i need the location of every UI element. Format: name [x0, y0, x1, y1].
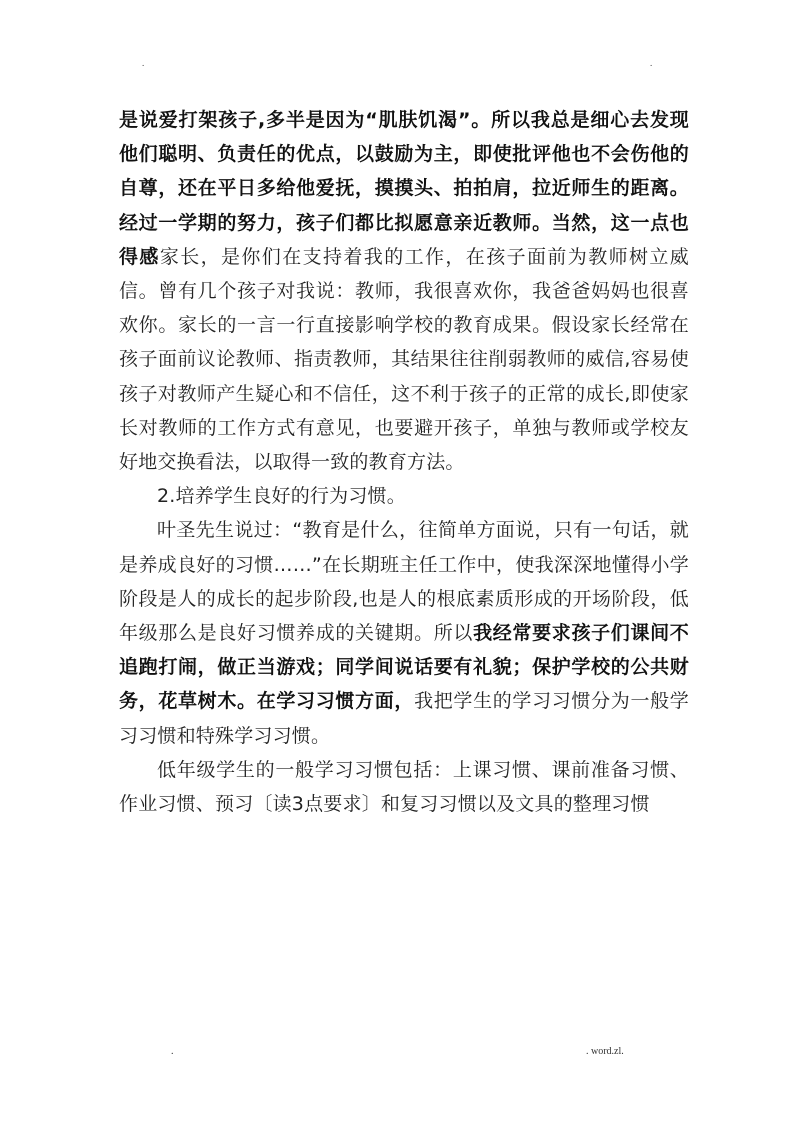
- paragraph-1: [119, 103, 689, 479]
- paragraph-3-bold-text: 我经常要求孩子们课间不追跑打闹，做正当游戏；同学间说话要有礼貌；保护学校的公共财务，花草树木。在学习习惯方面，: [119, 622, 690, 713]
- paragraph-3-tail-text: 我把学生的学习习惯分为一般学习习惯和特殊学习习惯。: [119, 690, 689, 747]
- document-body: [119, 103, 689, 821]
- header-right-mark: .: [650, 58, 653, 68]
- paragraph-4: 低年级学生的一般学习习惯包括：上课习惯、课前准备习惯、作业习惯、预习〔读3点要求〕和复习习惯以及文具的整理习惯: [119, 758, 689, 816]
- paragraph-1-text: 家长，是你们在支持着我的工作，在孩子面前为教师树立威信。曾有几个孩子对我说：教师，我很喜欢你，我爸爸妈妈也很喜欢你。家长的一言一行直接影响学校的教育成果。假设家长经常在孩子面前议论教师、指责教师，其结果往往削弱教师的威信,容易使孩子对教师产生疑心和不信任，这不利于孩子的正常的成长,即使家长对教师的工作方式有意见，也要避开孩子，单独与教师或学校友好地交换看法，以取得一致的教育方法。: [119, 245, 690, 474]
- section-heading-2: 2.培养学生良好的行为习惯。: [157, 485, 406, 508]
- paragraph-3-text: 叶圣先生说过：“教育是什么，往简单方面说，只有一句话，就是养成良好的习惯……”在长期班主任工作中，使我深深地懂得小学阶段是人的成长的起步阶段,也是人的根底素质形成的开场阶段，低年级那么是良好习惯养成的关键期。所以: [119, 519, 689, 645]
- footer-left-mark: .: [171, 1046, 174, 1057]
- paragraph-1-bold-text: 是说爱打架孩子,多半是因为“肌肤饥渴”。所以我总是细心去发现他们聪明、负责任的优点，以鼓励为主，即使批评他也不会伤他的自尊，还在平日多给他爱抚，摸摸头、拍拍肩，拉近师生的距离。经过一学期的努力，孩子们都比拟愿意亲近教师。当然，这一点也得感: [119, 109, 689, 268]
- header-left-mark: .: [142, 58, 145, 68]
- paragraph-3: [119, 513, 689, 752]
- footer-right-text: . word.zl.: [586, 1046, 624, 1057]
